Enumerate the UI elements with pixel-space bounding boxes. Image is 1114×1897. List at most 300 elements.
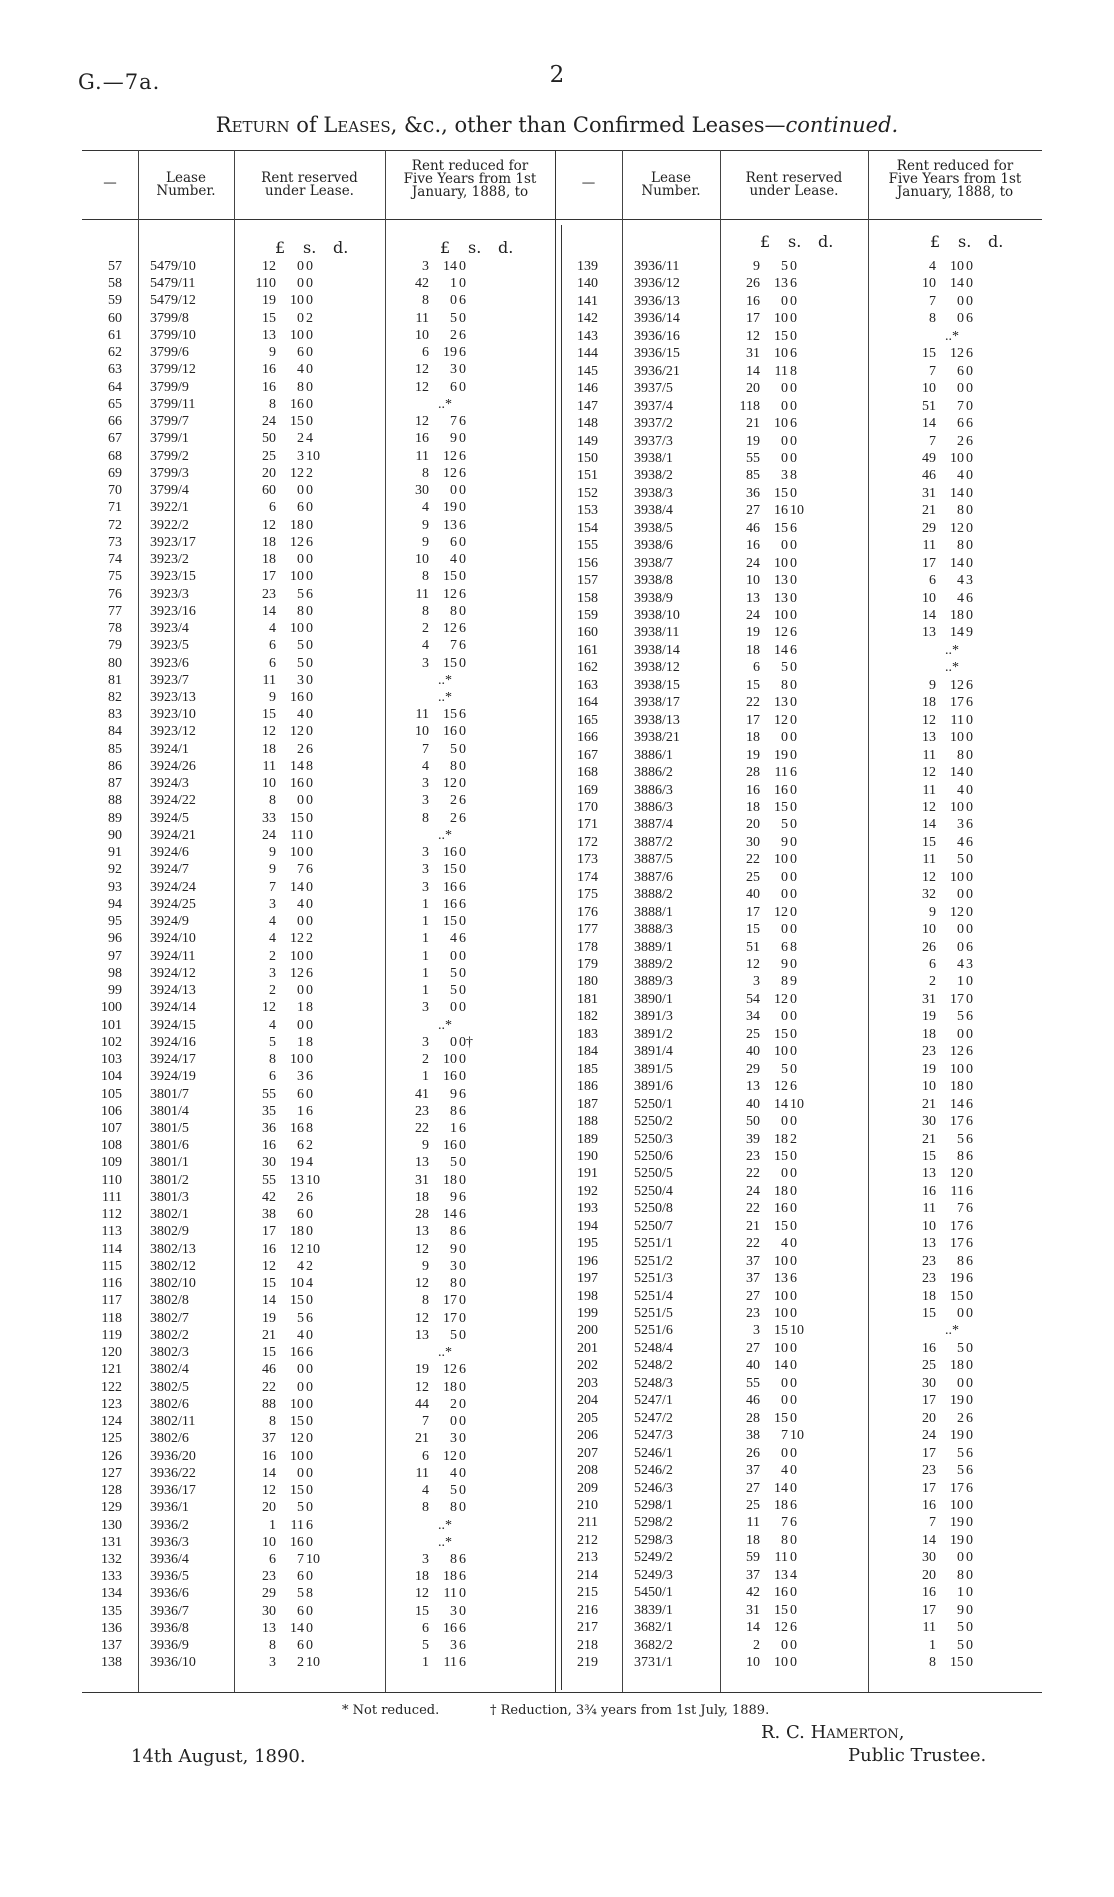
reserved-pence: 0 xyxy=(306,948,313,964)
reduced-pence: 6 xyxy=(459,293,466,309)
lease-number: 3923/10 xyxy=(150,707,196,723)
reduced-pence: 6 xyxy=(966,1463,973,1479)
reserved-shillings: 0 xyxy=(297,552,304,568)
reduced-shillings: 0 xyxy=(957,887,964,903)
lease-number: 3731/1 xyxy=(634,1655,673,1670)
reduced-pounds: 31 xyxy=(415,1172,429,1188)
reserved-shillings: 11 xyxy=(774,1550,788,1566)
reserved-shillings: 0 xyxy=(781,1375,788,1391)
reserved-pounds: 60 xyxy=(262,483,276,499)
reduced-shillings: 5 xyxy=(957,1637,964,1653)
row-number: 110 xyxy=(101,1172,122,1188)
reserved-pounds: 16 xyxy=(262,1448,276,1464)
reserved-pence: 0 xyxy=(306,1379,313,1395)
table-row xyxy=(0,782,1114,799)
reserved-pence: 0 xyxy=(306,500,313,516)
table-row xyxy=(0,502,1114,519)
reduced-shillings: 0 xyxy=(957,293,964,309)
reserved-shillings: 19 xyxy=(774,747,788,763)
reserved-pence: 6 xyxy=(306,586,313,602)
lease-number: 3802/13 xyxy=(150,1241,196,1257)
reduced-shillings: 10 xyxy=(950,799,964,815)
lease-number: 3887/6 xyxy=(634,869,673,885)
row-number: 217 xyxy=(577,1620,598,1636)
reduced-pence: 6 xyxy=(459,1121,466,1136)
lease-number: 3938/17 xyxy=(634,695,680,711)
reserved-pounds: 12 xyxy=(746,957,760,972)
reserved-pence: 6 xyxy=(790,520,797,536)
reduced-shillings: 17 xyxy=(950,991,964,1007)
reserved-shillings: 15 xyxy=(774,485,788,501)
reduced-shillings: 9 xyxy=(450,1086,457,1102)
reduced-shillings: 12 xyxy=(443,1448,457,1464)
reduced-pence: 0 xyxy=(459,1155,466,1171)
reduced-pounds: 23 xyxy=(415,1103,429,1119)
reduced-shillings: 15 xyxy=(950,1288,964,1304)
reduced-pounds: 20 xyxy=(922,1410,936,1426)
reduced-pence: 6 xyxy=(966,1445,973,1461)
header-lease-number: Lease Number. xyxy=(156,170,216,199)
reduced-pence: 0 xyxy=(459,1327,466,1343)
row-number: 87 xyxy=(108,776,122,792)
reserved-shillings: 0 xyxy=(781,1166,788,1182)
table-row xyxy=(0,1532,1114,1549)
reserved-pounds: 29 xyxy=(262,1586,276,1602)
reduced-shillings: 16 xyxy=(443,724,457,740)
table-row xyxy=(0,1253,1114,1270)
reduced-not-reduced: ..* xyxy=(945,642,959,658)
reserved-shillings: 0 xyxy=(781,538,788,554)
reduced-pence: 0 xyxy=(459,1052,466,1068)
reserved-shillings: 15 xyxy=(774,1602,788,1618)
reserved-pence: 0 xyxy=(790,1061,797,1077)
reduced-shillings: 3 xyxy=(450,362,457,378)
reserved-shillings: 14 xyxy=(774,1358,788,1374)
reduced-pounds: 3 xyxy=(422,655,429,671)
reserved-pence: 4 xyxy=(306,1155,313,1171)
reserved-pounds: 28 xyxy=(746,765,760,781)
reserved-pence: 0 xyxy=(790,869,797,885)
reserved-shillings: 5 xyxy=(297,638,304,654)
reduced-pence: 6 xyxy=(459,448,466,464)
reduced-shillings: 4 xyxy=(957,590,964,606)
reduced-shillings: 16 xyxy=(443,896,457,912)
table-row xyxy=(0,1427,1114,1444)
reduced-pounds: 12 xyxy=(415,1276,429,1292)
lease-number: 5249/2 xyxy=(634,1550,673,1566)
reserved-pounds: 37 xyxy=(746,1271,760,1287)
row-number: 168 xyxy=(577,765,598,781)
reserved-shillings: 12 xyxy=(774,904,788,920)
reserved-shillings: 14 xyxy=(774,642,788,658)
reserved-shillings: 0 xyxy=(297,1362,304,1378)
row-number: 60 xyxy=(108,310,122,326)
reduced-pounds: 13 xyxy=(922,1166,936,1182)
reserved-pounds: 55 xyxy=(262,1172,276,1188)
reserved-shillings: 15 xyxy=(290,1293,304,1309)
reserved-pence: 0 xyxy=(790,799,797,815)
table-row xyxy=(0,1549,1114,1566)
reserved-pounds: 16 xyxy=(746,538,760,554)
reduced-pounds: 15 xyxy=(922,346,936,362)
reserved-pence: 0 xyxy=(306,1327,313,1343)
row-number: 79 xyxy=(108,638,122,654)
lease-number: 3802/5 xyxy=(150,1379,189,1395)
reserved-pence: 0 xyxy=(306,810,313,826)
reserved-pence: 0 xyxy=(306,1086,313,1102)
reduced-pounds: 13 xyxy=(415,1155,429,1171)
reserved-shillings: 7 xyxy=(781,1428,788,1444)
reserved-pounds: 50 xyxy=(746,1114,760,1130)
reserved-pence: 6 xyxy=(790,276,797,292)
reserved-shillings: 9 xyxy=(781,957,788,972)
table-row xyxy=(0,1148,1114,1165)
reduced-pounds: 18 xyxy=(922,1026,936,1042)
reserved-shillings: 0 xyxy=(297,483,304,499)
row-number: 83 xyxy=(108,707,122,723)
reserved-shillings: 10 xyxy=(290,621,304,637)
reserved-shillings: 5 xyxy=(781,259,788,274)
reserved-pence: 0 xyxy=(790,311,797,327)
reduced-pounds: 23 xyxy=(922,1044,936,1060)
reduced-pence: 0 xyxy=(459,552,466,568)
reserved-pounds: 27 xyxy=(746,1288,760,1304)
reserved-pounds: 12 xyxy=(262,517,276,533)
reserved-pence: 6 xyxy=(790,416,797,432)
lease-number: 3801/2 xyxy=(150,1172,189,1188)
lease-number: 3802/2 xyxy=(150,1327,189,1343)
table-row xyxy=(0,607,1114,624)
reduced-pence: 0 xyxy=(966,259,973,274)
reserved-pounds: 88 xyxy=(262,1396,276,1412)
reduced-pence: 0 xyxy=(966,712,973,728)
reserved-pence: 0 xyxy=(790,608,797,623)
reduced-shillings: 2 xyxy=(450,327,457,343)
reduced-pounds: 4 xyxy=(422,500,429,516)
lease-number: 3888/3 xyxy=(634,922,673,938)
reduced-pence: 0 xyxy=(459,741,466,757)
reserved-pence: 0 xyxy=(790,590,797,606)
table-row xyxy=(0,1445,1114,1462)
reserved-pounds: 15 xyxy=(262,1276,276,1292)
reduced-pence: 0 xyxy=(966,852,973,868)
reserved-pence: 0 xyxy=(790,1655,797,1670)
reserved-shillings: 12 xyxy=(774,991,788,1007)
row-number: 106 xyxy=(101,1103,122,1119)
reserved-pence: 0 xyxy=(306,552,313,568)
reduced-pounds: 10 xyxy=(922,1218,936,1234)
reserved-pence: 0 xyxy=(790,1602,797,1618)
lease-number: 3888/1 xyxy=(634,904,673,920)
reduced-shillings: 16 xyxy=(443,1138,457,1154)
reduced-pence: 6 xyxy=(966,1236,973,1252)
reserved-pounds: 19 xyxy=(746,433,760,449)
reserved-pence: 0 xyxy=(790,1044,797,1060)
reduced-pence: 6 xyxy=(459,810,466,826)
reserved-pounds: 3 xyxy=(269,965,276,981)
lease-number: 3938/11 xyxy=(634,625,680,641)
reduced-shillings: 2 xyxy=(957,1410,964,1426)
reduced-pounds: 1 xyxy=(422,948,429,964)
reserved-pence: 0 xyxy=(306,1396,313,1412)
row-number: 154 xyxy=(577,520,598,536)
lease-number: 3923/3 xyxy=(150,586,189,602)
reduced-pence: 0 xyxy=(459,362,466,378)
lease-number: 3936/22 xyxy=(150,1465,196,1481)
unit-s: s. xyxy=(788,232,802,251)
table-row xyxy=(0,1637,1114,1654)
reduced-pence: 6 xyxy=(966,433,973,449)
lease-number: 5479/10 xyxy=(150,259,196,274)
row-number: 100 xyxy=(101,1000,122,1016)
row-number: 203 xyxy=(577,1375,598,1391)
reduced-pence: 0 xyxy=(459,1448,466,1464)
reserved-shillings: 0 xyxy=(781,398,788,414)
reduced-pence: 6 xyxy=(459,896,466,912)
lease-number: 3922/2 xyxy=(150,517,189,533)
reserved-shillings: 6 xyxy=(297,1207,304,1223)
reduced-pounds: 21 xyxy=(922,1131,936,1147)
reserved-pounds: 24 xyxy=(746,1183,760,1199)
table-row xyxy=(0,747,1114,764)
reduced-shillings: 15 xyxy=(443,569,457,585)
reserved-pence: 0 xyxy=(306,1017,313,1033)
lease-number: 3923/15 xyxy=(150,569,196,585)
reduced-pence: 0 xyxy=(966,450,973,466)
lease-number: 3887/4 xyxy=(634,817,673,833)
reserved-shillings: 15 xyxy=(774,1410,788,1426)
reduced-shillings: 9 xyxy=(450,1189,457,1205)
reserved-pounds: 20 xyxy=(262,465,276,481)
reduced-pounds: 13 xyxy=(415,1224,429,1240)
reserved-shillings: 16 xyxy=(290,396,304,412)
row-number: 103 xyxy=(101,1052,122,1068)
reserved-shillings: 12 xyxy=(774,1079,788,1095)
lease-number: 3938/7 xyxy=(634,555,673,571)
reserved-pounds: 26 xyxy=(746,276,760,292)
table-row xyxy=(0,624,1114,641)
reduced-pence: 0 xyxy=(459,1276,466,1292)
reserved-pounds: 22 xyxy=(746,1201,760,1217)
lease-number: 3937/5 xyxy=(634,381,673,397)
lease-number: 5251/2 xyxy=(634,1253,673,1269)
reserved-pounds: 12 xyxy=(262,1483,276,1499)
reserved-shillings: 8 xyxy=(297,379,304,395)
lease-number: 3923/13 xyxy=(150,690,196,705)
row-number: 95 xyxy=(108,914,122,930)
reduced-shillings: 11 xyxy=(443,1655,457,1671)
reduced-not-reduced: ..* xyxy=(438,690,452,705)
reserved-pence: 0 xyxy=(790,485,797,501)
lease-number: 3936/8 xyxy=(150,1620,189,1636)
reduced-pence: 0 xyxy=(459,724,466,740)
reduced-shillings: 0 xyxy=(450,1034,457,1050)
reduced-pounds: 19 xyxy=(922,1009,936,1025)
reserved-pounds: 3 xyxy=(753,1323,760,1339)
reduced-pence: 0 xyxy=(966,730,973,746)
lease-number: 3799/11 xyxy=(150,396,196,412)
reduced-shillings: 4 xyxy=(957,834,964,850)
reduced-pounds: 1 xyxy=(422,914,429,930)
lease-number: 3923/4 xyxy=(150,621,189,637)
row-number: 212 xyxy=(577,1532,598,1548)
reduced-pence: 0 xyxy=(966,1620,973,1636)
reserved-pence: 0 xyxy=(790,1253,797,1269)
reserved-pounds: 22 xyxy=(746,1236,760,1252)
table-row xyxy=(0,1602,1114,1619)
reserved-pounds: 18 xyxy=(746,642,760,658)
reserved-pence: 0 xyxy=(306,569,313,585)
table-row xyxy=(0,1078,1114,1095)
lease-number: 3936/20 xyxy=(150,1448,196,1464)
row-number: 109 xyxy=(101,1155,122,1171)
reserved-pounds: 18 xyxy=(262,552,276,568)
table-row xyxy=(0,1654,1114,1671)
row-number: 155 xyxy=(577,538,598,554)
reduced-pounds: 15 xyxy=(922,834,936,850)
reduced-pounds: 6 xyxy=(929,573,936,589)
table-row xyxy=(0,1096,1114,1113)
row-number: 133 xyxy=(101,1569,122,1585)
row-number: 135 xyxy=(101,1603,122,1619)
reserved-pence: 0 xyxy=(790,1358,797,1374)
row-number: 89 xyxy=(108,810,122,826)
reduced-pence: 0 xyxy=(966,1166,973,1182)
reduced-pounds: 11 xyxy=(415,1465,429,1481)
reserved-shillings: 12 xyxy=(290,534,304,550)
reduced-shillings: 19 xyxy=(950,1532,964,1548)
reserved-pounds: 28 xyxy=(746,1410,760,1426)
reserved-pence: 4 xyxy=(790,1567,797,1583)
reduced-shillings: 8 xyxy=(450,1500,457,1516)
reduced-shillings: 15 xyxy=(443,655,457,671)
reserved-pence: 0 xyxy=(306,1500,313,1516)
header-lease-number: Lease Number. xyxy=(641,170,701,199)
lease-number: 3938/3 xyxy=(634,485,673,501)
reduced-pounds: 8 xyxy=(422,569,429,585)
lease-number: 3924/9 xyxy=(150,914,189,930)
reserved-pence: 0 xyxy=(790,1166,797,1182)
row-number: 194 xyxy=(577,1218,598,1234)
reserved-pounds: 14 xyxy=(262,1465,276,1481)
reduced-shillings: 3 xyxy=(450,1638,457,1654)
reserved-pounds: 3 xyxy=(753,974,760,990)
lease-number: 5250/1 xyxy=(634,1096,673,1112)
reduced-pounds: 3 xyxy=(422,845,429,861)
table-row xyxy=(0,275,1114,292)
reduced-pence: 0 xyxy=(459,948,466,964)
unit-d: d. xyxy=(818,232,834,251)
table-row xyxy=(0,1305,1114,1322)
reserved-pounds: 21 xyxy=(746,416,760,432)
reserved-shillings: 12 xyxy=(290,931,304,947)
reduced-pence: 0 xyxy=(459,758,466,774)
reserved-shillings: 10 xyxy=(290,1448,304,1464)
reduced-shillings: 12 xyxy=(443,465,457,481)
reserved-pounds: 36 xyxy=(262,1121,276,1136)
row-number: 152 xyxy=(577,485,598,501)
reserved-pence: 0 xyxy=(790,293,797,309)
reduced-pounds: 11 xyxy=(415,586,429,602)
reserved-pence: 2 xyxy=(306,1258,313,1274)
reserved-shillings: 2 xyxy=(297,1655,304,1671)
reduced-shillings: 10 xyxy=(950,1497,964,1513)
reserved-pence: 0 xyxy=(306,345,313,361)
reduced-pounds: 23 xyxy=(922,1253,936,1269)
reduced-pence: 0 xyxy=(966,1497,973,1513)
reduced-shillings: 0 xyxy=(957,1550,964,1566)
lease-number: 3801/4 xyxy=(150,1103,189,1119)
reserved-pounds: 9 xyxy=(269,345,276,361)
row-number: 192 xyxy=(577,1183,598,1199)
table-row xyxy=(0,1357,1114,1374)
reduced-pence: 0 xyxy=(459,776,466,792)
reduced-pounds: 12 xyxy=(415,1241,429,1257)
reduced-shillings: 5 xyxy=(450,741,457,757)
lease-number: 5251/6 xyxy=(634,1323,673,1339)
row-number: 195 xyxy=(577,1236,598,1252)
row-number: 66 xyxy=(108,414,122,430)
reserved-pence: 8 xyxy=(306,1000,313,1016)
reserved-pounds: 9 xyxy=(269,845,276,861)
lease-number: 3938/1 xyxy=(634,450,673,466)
reserved-shillings: 0 xyxy=(781,730,788,746)
reduced-pence: 6 xyxy=(966,817,973,833)
lease-number: 5247/3 xyxy=(634,1428,673,1444)
table-row xyxy=(0,1462,1114,1479)
reserved-pence: 10 xyxy=(306,1655,320,1671)
row-number: 188 xyxy=(577,1114,598,1130)
reduced-pence: 0 xyxy=(459,1483,466,1499)
lease-number: 5251/1 xyxy=(634,1236,673,1252)
header-rent-reserved: Rent reserved under Lease. xyxy=(261,170,358,199)
lease-number: 3936/6 xyxy=(150,1586,189,1602)
lease-number: 3923/5 xyxy=(150,638,189,654)
reduced-pounds: 12 xyxy=(922,799,936,815)
reserved-shillings: 13 xyxy=(774,1271,788,1287)
reduced-shillings: 4 xyxy=(450,552,457,568)
reduced-pence: 0 xyxy=(459,1603,466,1619)
row-number: 67 xyxy=(108,431,122,447)
row-number: 206 xyxy=(577,1428,598,1444)
reserved-pence: 10 xyxy=(306,1241,320,1257)
reduced-shillings: 5 xyxy=(450,1483,457,1499)
reserved-pence: 6 xyxy=(790,625,797,641)
reduced-shillings: 17 xyxy=(443,1310,457,1326)
reserved-pounds: 8 xyxy=(269,396,276,412)
row-number: 159 xyxy=(577,608,598,623)
row-number: 144 xyxy=(577,346,598,362)
reserved-pence: 0 xyxy=(790,1445,797,1461)
reduced-pence: 6 xyxy=(459,1569,466,1585)
reduced-shillings: 19 xyxy=(443,345,457,361)
reserved-pounds: 9 xyxy=(269,690,276,705)
reduced-pounds: 16 xyxy=(922,1497,936,1513)
reduced-pence: 0 xyxy=(459,379,466,395)
reserved-pence: 6 xyxy=(306,1069,313,1085)
reserved-shillings: 0 xyxy=(781,922,788,938)
row-number: 82 xyxy=(108,690,122,705)
table-row xyxy=(0,851,1114,868)
reserved-pounds: 46 xyxy=(746,520,760,536)
reserved-pence: 2 xyxy=(306,310,313,326)
table-row xyxy=(0,1288,1114,1305)
header-rent-reduced: Rent reduced for Five Years from 1st January, 1888, to xyxy=(888,158,1022,200)
reduced-pence: 0 xyxy=(966,363,973,379)
reserved-pence: 0 xyxy=(790,538,797,554)
row-number: 163 xyxy=(577,677,598,693)
lease-number: 3924/7 xyxy=(150,862,189,878)
